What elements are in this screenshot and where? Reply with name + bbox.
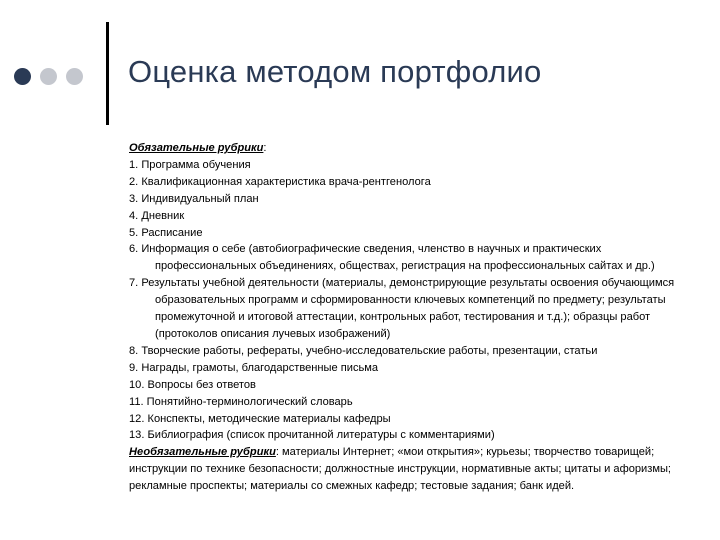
optional-line: рекламные проспекты; материалы со смежных кафедр; тестовые задания; банк идей. xyxy=(129,480,575,493)
list-item: 6. Информация о себе (автобиографические сведения, членство в научных и практических профессиональных объединениях, обществах, регистрация на профессиональных сайтах и др.) xyxy=(129,243,655,273)
list-item: 9. Награды, грамоты, благодарственные письма xyxy=(129,361,379,374)
slide-decoration-dots xyxy=(14,68,83,85)
optional-rubrics xyxy=(129,444,689,461)
list-item: 5. Расписание xyxy=(129,226,203,239)
title-divider-line xyxy=(106,22,109,125)
required-heading-text: Обязательные рубрики xyxy=(129,142,264,154)
optional-text: : материалы Интернет; «мои открытия»; курьезы; творчество товарищей; xyxy=(275,446,655,459)
dark-dot xyxy=(14,68,31,85)
list-item: 12. Конспекты, методические материалы кафедры xyxy=(129,412,391,425)
light-dot xyxy=(40,68,57,85)
list-item: 2. Квалификационная характеристика врача-рентгенолога xyxy=(129,175,431,188)
list-item: 1. Программа обучения xyxy=(129,158,251,171)
slide-title: Оценка методом портфолио xyxy=(128,54,542,89)
required-rubrics-heading xyxy=(129,140,689,157)
list-item: 10. Вопросы без ответов xyxy=(129,378,256,391)
optional-heading-text: Необязательные рубрики xyxy=(129,446,276,459)
list-item: 8. Творческие работы, рефераты, учебно-исследовательские работы, презентации, статьи xyxy=(129,344,598,357)
optional-line: инструкции по технике безопасности; должностные инструкции, нормативные акты; цитаты и афоризмы; xyxy=(129,463,672,476)
light-dot xyxy=(66,68,83,85)
list-item: 11. Понятийно-терминологический словарь xyxy=(129,395,353,408)
list-item: 4. Дневник xyxy=(129,209,185,222)
list-item: 3. Индивидуальный план xyxy=(129,192,259,205)
slide-content xyxy=(129,140,689,495)
list-item: 7. Результаты учебной деятельности (материалы, демонстрирующие результаты освоения обучающимся образовательных программ и сформированности ключевых компетенций по предмету; результаты промежуточной и итоговой аттестации, контрольных работ, тестирования и т.д.); образцы работ (протоколов описания лучевых изображений) xyxy=(129,277,675,340)
required-heading-colon: : xyxy=(263,142,267,154)
list-item: 13. Библиография (список прочитанной литературы с комментариями) xyxy=(129,429,495,442)
